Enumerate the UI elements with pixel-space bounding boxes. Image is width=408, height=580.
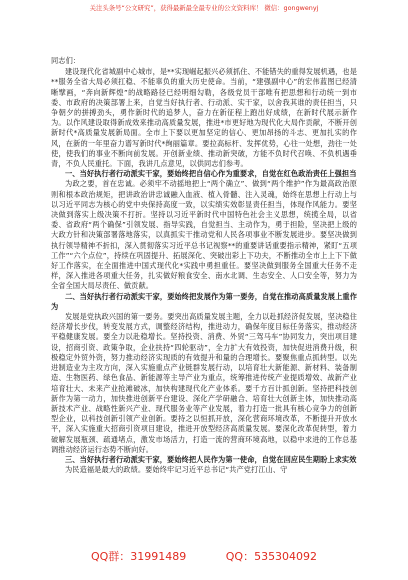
paragraph xyxy=(51,179,357,291)
paragraph xyxy=(51,465,357,475)
document-body xyxy=(51,56,357,475)
paragraph-text: 发展是党执政兴国的第一要务。要突出高质量发展主题，全力以赴抓经济促发展，坚决稳住经济增长步伐，转变发展方式，调整经济结构，推进动力，确保年度目标任务落实，推动经济平稳健康发展。要全力以赴稳增长。坚持投资、消费、外贸“三驾马车”协同发力，突出项目建设，招商引资、政策争取，企业扶持“四轮驱动”，全力扩大有效投资，加快促进消费升级，积极稳定外贸外资，努力推动经济实现质的有效提升和量的合理增长。要聚焦重点抓转型。以先进制造业为主攻方向，深入实施重点产业链群发展行动，以培育壮大新能源、新材料、装备制造、生物医药、绿色食品、新能源等主导产业为重点，统筹推进传统产业提质增效、战新产业培育壮大、未来产业抢滩破冰，加快构建现代化产业体系。要千方百计抓创新。坚持把科技创新作为第一动力，加快推进创新平台建设、深化产学研融合、培育壮大创新主体，加快推动高新技术产业、战略性新兴产业、现代服务业等产业发展，着力打造一批具有核心竞争力的创新型企业，以科技创新引领产业创新。要持之以恒抓开放，深化营商环境改革，不断提升开放水平，深入实施重大招商引资项目建设，推进开放型经济高质量发展。要深化改革促转型，着力破解发展瓶颈、疏通堵点，激发市场活力，打造一流的营商环境高地，以稳中求进的工作总基调推动经济运行态势不断向好。 xyxy=(51,312,357,454)
heading-text: 三、当好执行者行动派实干家，要始终把人民作为第一使命，自觉在回应民生期盼上求实效 xyxy=(65,454,357,464)
paragraph-text: 为民造福是最大的政绩。要始终牢记习近平总书记“共产党打江山、守 xyxy=(65,465,288,475)
banner-line: 关注头条号“公文研究”，获得最新最全最专业的公文资料库！ 微信：gongwenyj xyxy=(89,4,319,12)
section-heading xyxy=(51,292,357,312)
footer-contact xyxy=(0,548,408,566)
heading-text: 二、当好执行者行动派实干家，要始终把发展作为第一要务，自觉在推动高质量发展上重作为 xyxy=(51,291,357,311)
section-heading xyxy=(51,455,357,465)
heading-text: 一、当好执行者行动派实干家，要始终把自信心作为重要求，自觉在红色政治责任上强担当 xyxy=(65,169,357,179)
header-banner xyxy=(0,4,408,26)
salutation: 同志们： xyxy=(51,56,81,65)
paragraph xyxy=(51,67,357,169)
paragraph xyxy=(51,312,357,455)
paragraph-text: 建设现代化省城副中心城市，是**实现崛起振兴必须抓住、不能错失的重得发展机遇，也是**服务全省大局必须扛稳、不能辜负的重大历史使命。当前，“建强副中心”的宏伟蓝图已经清晰擘画，“奔向新辉煌”的战略路径已经明细勾勒，各级党员干部唯有把思想和行动统一到市委、市政府的决策部署上来，自觉当好执行者、行动派、实干家，以舍我其谁的责任担当，只争朝夕的拼搏劲头，勇作新时代的追梦人，奋力在新征程上跑出好成绩，在新时代展示新作为。以作风建设取得新成效来推动高质量发展，推进*市更好地为现代化大局作贡献，不断开创新时代*高质量发展新局面。全市上下要以更加坚定的信心、更加昂扬的斗志、更加扎实的作风，在新的一年里奋力谱写新时代*绚丽篇章。要拉高标杆、发挥优势，心往一处想，劲往一处使，使我们的事业不断向前发展。开创新业绩、推动新突破，方能不负时代召唤、不负机遇垂青，不负人民重托。下面，我讲几点意见，以供同志们参考。 xyxy=(51,67,357,169)
paragraph-text: 为政之要，首在忠诚。必须牢不动摇地把上“两个确立”、做到“两个维护”作为最高政治原则和根本政治规矩，把讲政治讲忠诚融入血液、植入骨髓、注入灵魂，始终在思想上行动上与以习近平同志为核心的党中央保持高度一致，以实绩实效彰显责任担当，体现作风能力。要坚决做到落实上级决策不打折。坚持以习近平新时代中国特色社会主义思想，统揽全局，以省委、省政府“两个确保”引领发展、指导实践，自觉担当、主动作为，勇于担险，坚决把上级的大政方针和决策部署落地落实，以真抓实干推动党和人民各项事业不断发展进步。要坚决做到执行领导精神不折扣，深入贯彻落实习近平总书记视察**的重要讲话重要指示精神，紧盯“五项工作”“六个点位”，持续在巩固提升、拓展深化、突破出彩上下功夫，不断推动全市上上下下做好工作落实，在全面推进中国式现代化*实践中勇担重任。要坚决做到服务全国重大任务不走样，深入推进各项重大任务，扎实做好粮食安全、南水北调、生态安全、人口安全等，努力为全省全国大局尽责任、做贡献。 xyxy=(51,179,357,291)
qq-group: QQ群：31991489 xyxy=(90,550,187,563)
qq-number: QQ：535304092 xyxy=(225,550,318,563)
section-heading xyxy=(51,169,357,179)
